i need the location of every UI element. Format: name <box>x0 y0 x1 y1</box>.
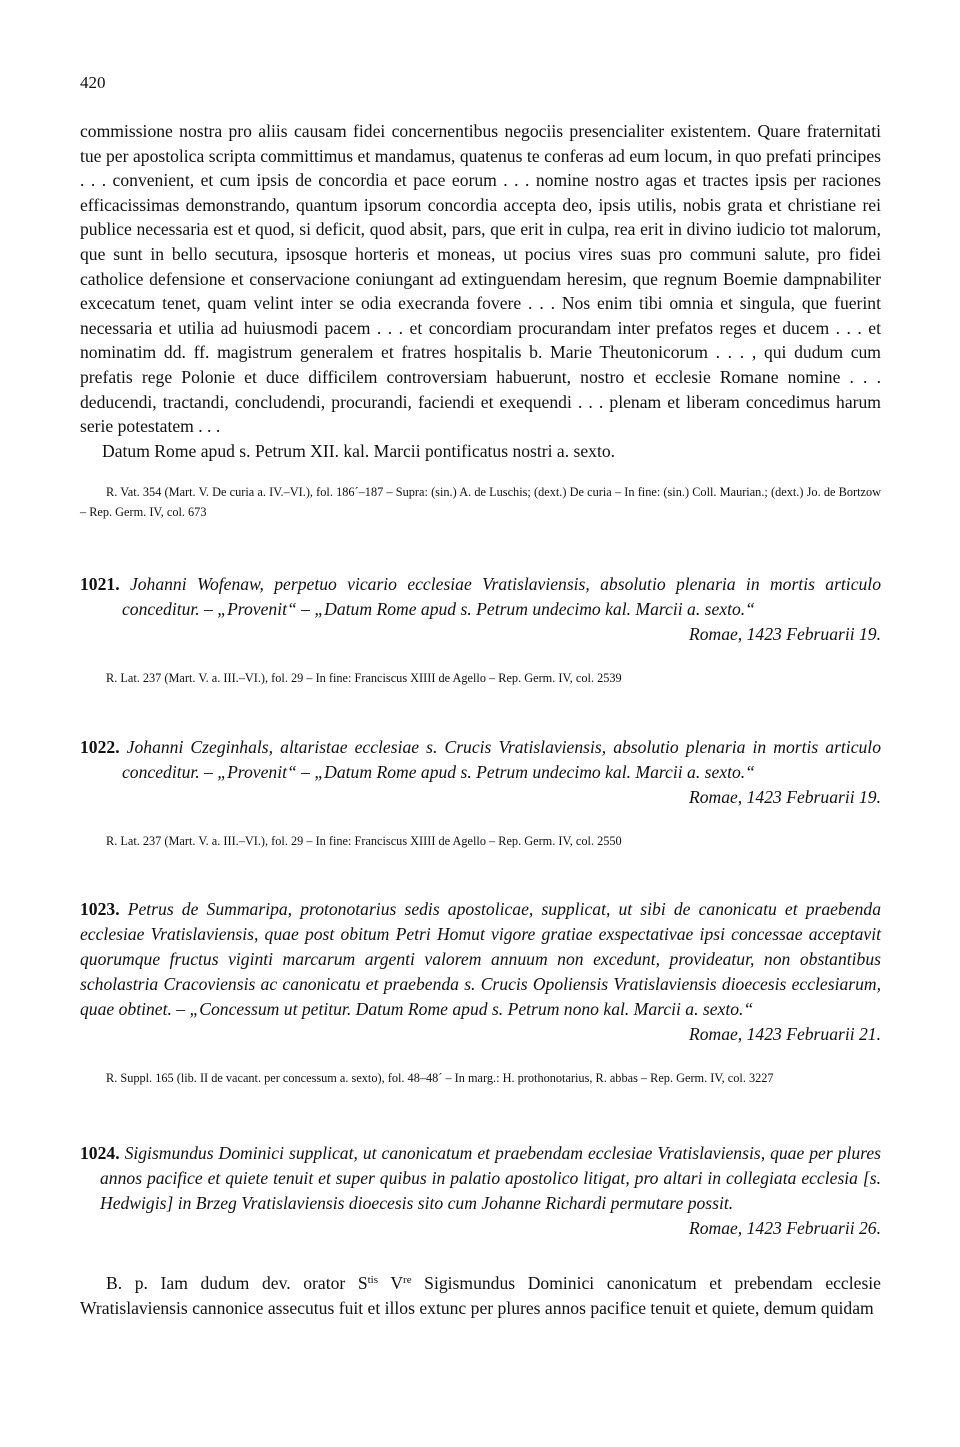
regest <box>80 572 881 647</box>
entry-1022 <box>80 735 881 852</box>
regest-text: Petrus de Summaripa, protonotarius sedis apostolicae, supplicat, ut sibi de canonicatu et praebenda ecclesiae Vratislaviensis, quae post obitum Petri Homut vigore gratiae exspectativae ipsi concessae acceptavit quorumque fructus viginti marcarum argenti valorem annuum non excedunt, provideatur, non obstantibus scholastria Cracoviensis ac canonicatu et praebenda s. Crucis Opoliensis Vratislaviensis dioecesis ecclesiarum, quae obtinet. – „Concessum ut petitur. Datum Rome apud s. Petrum nono kal. Marcii a. sexto.“ <box>80 899 881 1020</box>
entry-number: 1021. <box>80 574 120 595</box>
entry-number: 1024. <box>80 1142 120 1163</box>
letter-datum: Datum Rome apud s. Petrum XII. kal. Marcii pontificatus nostri a. sexto. <box>102 440 616 461</box>
entry-number: 1022. <box>80 736 120 757</box>
dateline: Romae, 1423 Februarii 19. <box>688 624 881 645</box>
supplication-text <box>80 1271 881 1321</box>
supplication-rest: Sigismundus Dominici canonicatum et prebendam ecclesie Wratislaviensis cannonice assecutus fuit et illos extunc per plures annos pacifice tenuit et quiete, demum quidam <box>80 1272 881 1318</box>
source-note: R. Lat. 237 (Mart. V. a. III.–VI.), fol. 29 – In fine: Franciscus XIIII de Agello – Rep. Germ. IV, col. 2550 <box>106 833 622 848</box>
source-note: R. Suppl. 165 (lib. II de vacant. per concessum a. sexto), fol. 48–48´ – In marg.: H. prothonotarius, R. abbas – Rep. Germ. IV, col. 3227 <box>106 1071 774 1086</box>
dateline: Romae, 1423 Februarii 21. <box>688 1024 881 1045</box>
regest <box>80 735 881 810</box>
entry-number: 1023. <box>80 899 120 920</box>
dateline: Romae, 1423 Februarii 19. <box>688 786 881 807</box>
source-note: R. Vat. 354 (Mart. V. De curia a. IV.–VI.), fol. 186´–187 – Supra: (sin.) A. de Luschis; (dext.) De curia – In fine: (sin.) Coll. Maurian.; (dext.) Jo. de Bortzow – Rep. Germ. IV, col. 673 <box>80 485 881 519</box>
supplication-start: B. p. Iam dudum dev. orator S <box>106 1272 368 1293</box>
entry-1021 <box>80 572 881 689</box>
regest <box>80 1141 881 1241</box>
abbreviation-superscript: tis <box>367 1273 379 1286</box>
abbreviation-superscript: re <box>403 1273 412 1286</box>
regest-text: Johanni Wofenaw, perpetuo vicario ecclesiae Vratislaviensis, absolutio plenaria in mortis articulo conceditur. – „Provenit“ – „Datum Rome apud s. Petrum undecimo kal. Marcii a. sexto.“ <box>122 574 881 620</box>
regest-text: Sigismundus Dominici supplicat, ut canonicatum et praebendam ecclesiae Vratislaviensis, quae per plures annos pacifice et quiete tenuit et super quibus in palatio apostolico litigat, pro altari in collegiata ecclesia [s. Hedwigis] in Brzeg Vratislaviensis dioecesis sito cum Johanne Richardi permutare possit. <box>100 1142 881 1213</box>
continued-letter-text: commissione nostra pro aliis causam fidei concernentibus negociis presencialiter existentem. Quare fraternitati tue per apostolica scripta committimus et mandamus, quatenus te conferas ad eum locum, in quo prefati principes . . . convenient, et cum ipsis de concordia et pace eorum . . . nomine nostro agas et tractes ipsis per raciones efficacissimas demonstrando, quantum ipsorum concordia accepta deo, ipsis utilis, nobis grata et christiane rei publice necessaria est et quod, si deficit, quod absit, pars, que erit in culpa, rea erit in divino iudicio tot malorum, que sunt in bello secutura, ipsosque horteris et moneas, ut pocius vires suas pro communi salute, pro fidei catholice defensione et conservacione coniungant ad extinguendam heresim, que regnum Boemie dampnabiliter excecatum tenet, quam velint inter se odia execranda fovere . . . Nos enim tibi omnia et singula, que fuerint necessaria et utilia ad huiusmodi pacem . . . et concordiam procurandam inter prefatos reges et ducem . . . et nominatim dd. ff. magistrum generalem et fratres hospitalis b. Marie Theutonicorum . . . , qui dudum cum prefatis rege Polonie et duce difficilem controversiam habuerunt, nostro et ecclesie Romane nomine . . . deducendi, tractandi, concludendi, procurandi, faciendi et exequendi . . . plenam et liberam concedimus harum serie potestatem . . . <box>80 121 881 437</box>
page-number: 420 <box>80 73 106 92</box>
entry-1024 <box>80 1141 881 1321</box>
regest-text: Johanni Czeginhals, altaristae ecclesiae s. Crucis Vratislaviensis, absolutio plenaria in mortis articulo conceditur. – „Provenit“ – „Datum Rome apud s. Petrum undecimo kal. Marcii a. sexto.“ <box>122 736 881 782</box>
source-note: R. Lat. 237 (Mart. V. a. III.–VI.), fol. 29 – In fine: Franciscus XIIII de Agello – Rep. Germ. IV, col. 2539 <box>106 671 622 686</box>
regest <box>80 897 881 1047</box>
dateline: Romae, 1423 Februarii 26. <box>688 1217 881 1238</box>
entry-1023 <box>80 897 881 1089</box>
supplication-mid: V <box>378 1272 404 1293</box>
